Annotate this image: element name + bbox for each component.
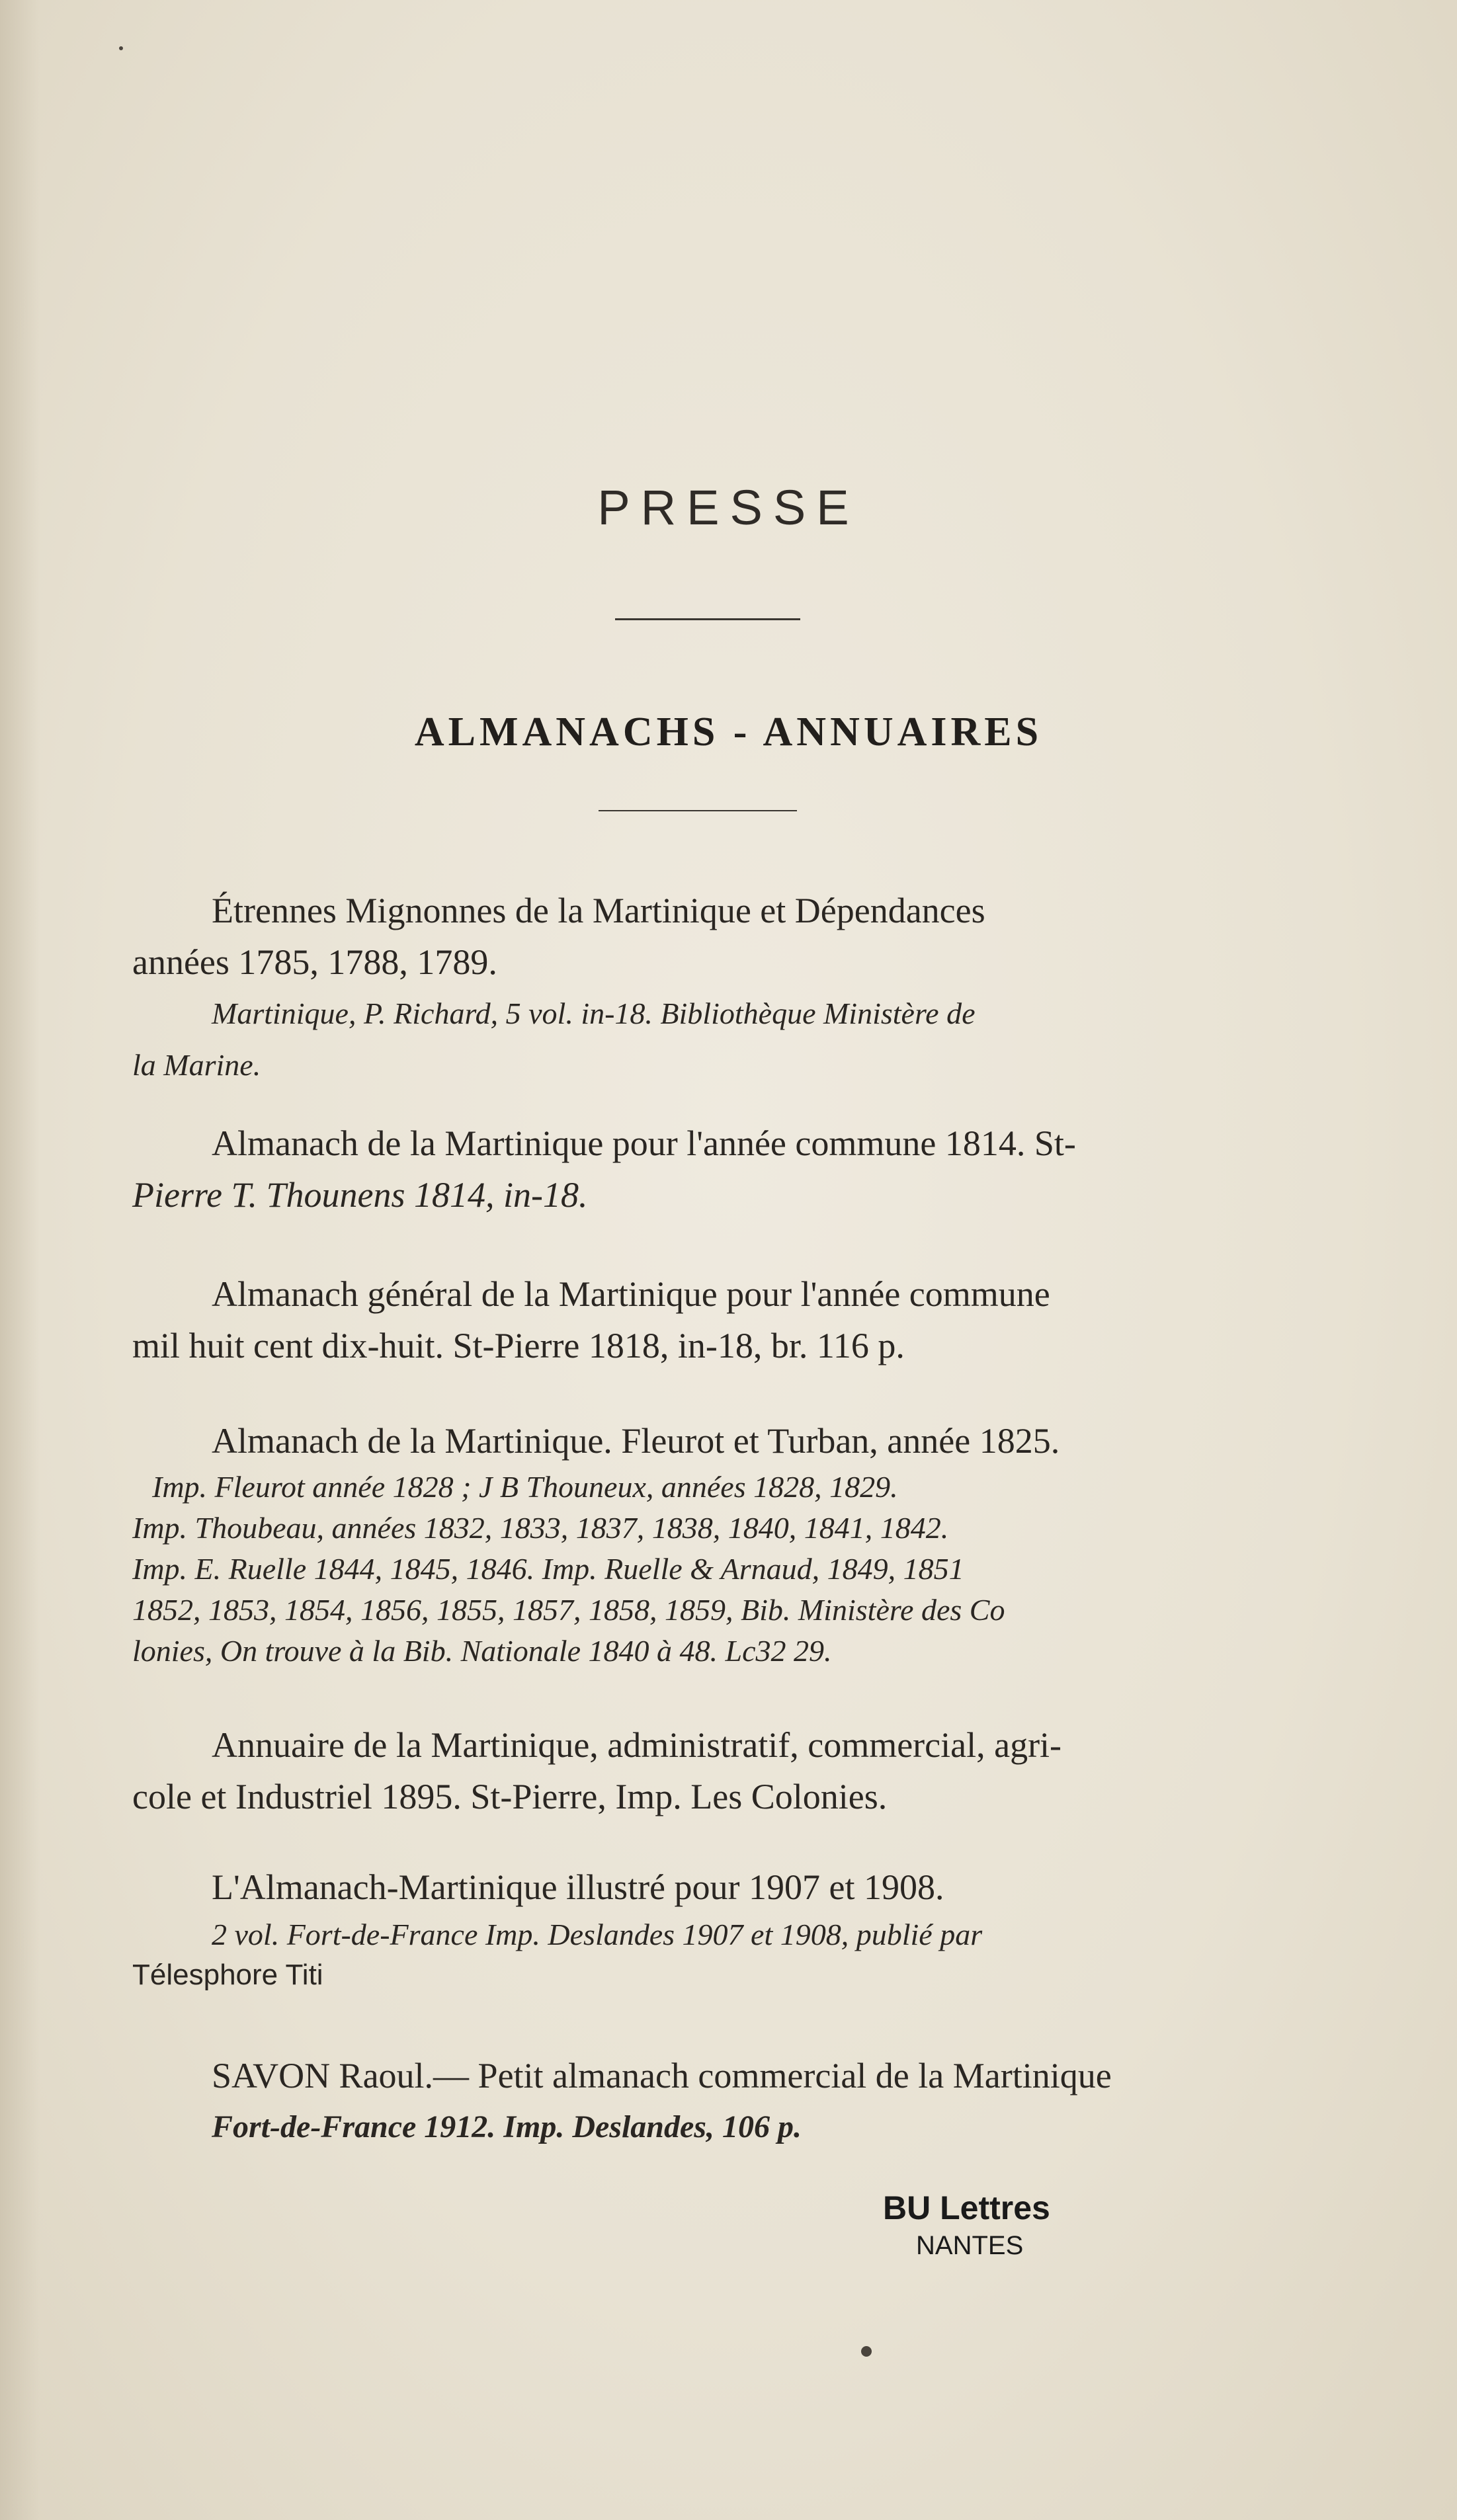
entry-almanach-1814 xyxy=(132,1118,1276,1221)
library-stamp xyxy=(883,2189,1050,2261)
entry-line: Almanach de la Martinique. Fleurot et Turban, année 1825. xyxy=(212,1421,1060,1461)
entry-line: Fort-de-France 1912. Imp. Deslandes, 106 p. xyxy=(212,2109,802,2144)
entry-line: SAVON Raoul.— Petit almanach commercial de la Martinique xyxy=(212,2056,1112,2095)
paper-speck xyxy=(119,46,123,50)
entry-line: 2 vol. Fort-de-France Imp. Deslandes 1907 et 1908, publié par xyxy=(212,1918,983,1951)
entry-savon-raoul xyxy=(132,2050,1276,2153)
entry-annuaire-1895 xyxy=(132,1719,1276,1822)
entry-almanach-general-1818 xyxy=(132,1268,1276,1371)
entry-line: 1852, 1853, 1854, 1856, 1855, 1857, 1858, 1859, Bib. Ministère des Co xyxy=(132,1593,1005,1627)
entry-almanach-1825 xyxy=(132,1415,1276,1672)
page-edge-shadow xyxy=(0,0,40,2520)
entry-line: Imp. Thoubeau, années 1832, 1833, 1837, 1838, 1840, 1841, 1842. xyxy=(132,1511,949,1545)
entry-line: la Marine. xyxy=(132,1048,261,1082)
stamp-line-1: BU Lettres xyxy=(883,2189,1050,2226)
entry-etrennes xyxy=(132,885,1276,1091)
entry-line: lonies, On trouve à la Bib. Nationale 1840 à 48. Lc32 29. xyxy=(132,1634,832,1668)
entry-line: L'Almanach-Martinique illustré pour 1907 et 1908. xyxy=(212,1867,944,1907)
entry-line: Pierre T. Thounens 1814, in-18. xyxy=(132,1175,588,1215)
entry-line: Télesphore Titi xyxy=(132,1959,323,1991)
entry-line: années 1785, 1788, 1789. xyxy=(132,942,497,982)
entry-line: Imp. E. Ruelle 1844, 1845, 1846. Imp. Ruelle & Arnaud, 1849, 1851 xyxy=(132,1552,964,1586)
page-title: PRESSE xyxy=(597,480,860,535)
title-rule xyxy=(615,618,800,620)
entry-line: Almanach général de la Martinique pour l'année commune xyxy=(212,1274,1050,1314)
stamp-line-2: NANTES xyxy=(916,2231,1024,2260)
entry-line: Étrennes Mignonnes de la Martinique et Dépendances xyxy=(212,891,985,930)
entry-line: Imp. Fleurot année 1828 ; J B Thouneux, années 1828, 1829. xyxy=(152,1470,898,1504)
paper-speck xyxy=(861,2346,872,2357)
entry-line: mil huit cent dix-huit. St-Pierre 1818, in-18, br. 116 p. xyxy=(132,1326,905,1365)
entry-almanach-martinique-illustre xyxy=(132,1861,1276,1994)
entry-line: Annuaire de la Martinique, administratif, commercial, agri- xyxy=(212,1725,1062,1765)
entry-line: Martinique, P. Richard, 5 vol. in-18. Bibliothèque Ministère de xyxy=(212,996,976,1030)
entry-line: Almanach de la Martinique pour l'année commune 1814. St- xyxy=(212,1123,1076,1163)
entry-line: cole et Industriel 1895. St-Pierre, Imp. Les Colonies. xyxy=(132,1777,888,1816)
section-heading: ALMANACHS - ANNUAIRES xyxy=(414,710,1043,754)
section-rule xyxy=(599,810,797,811)
